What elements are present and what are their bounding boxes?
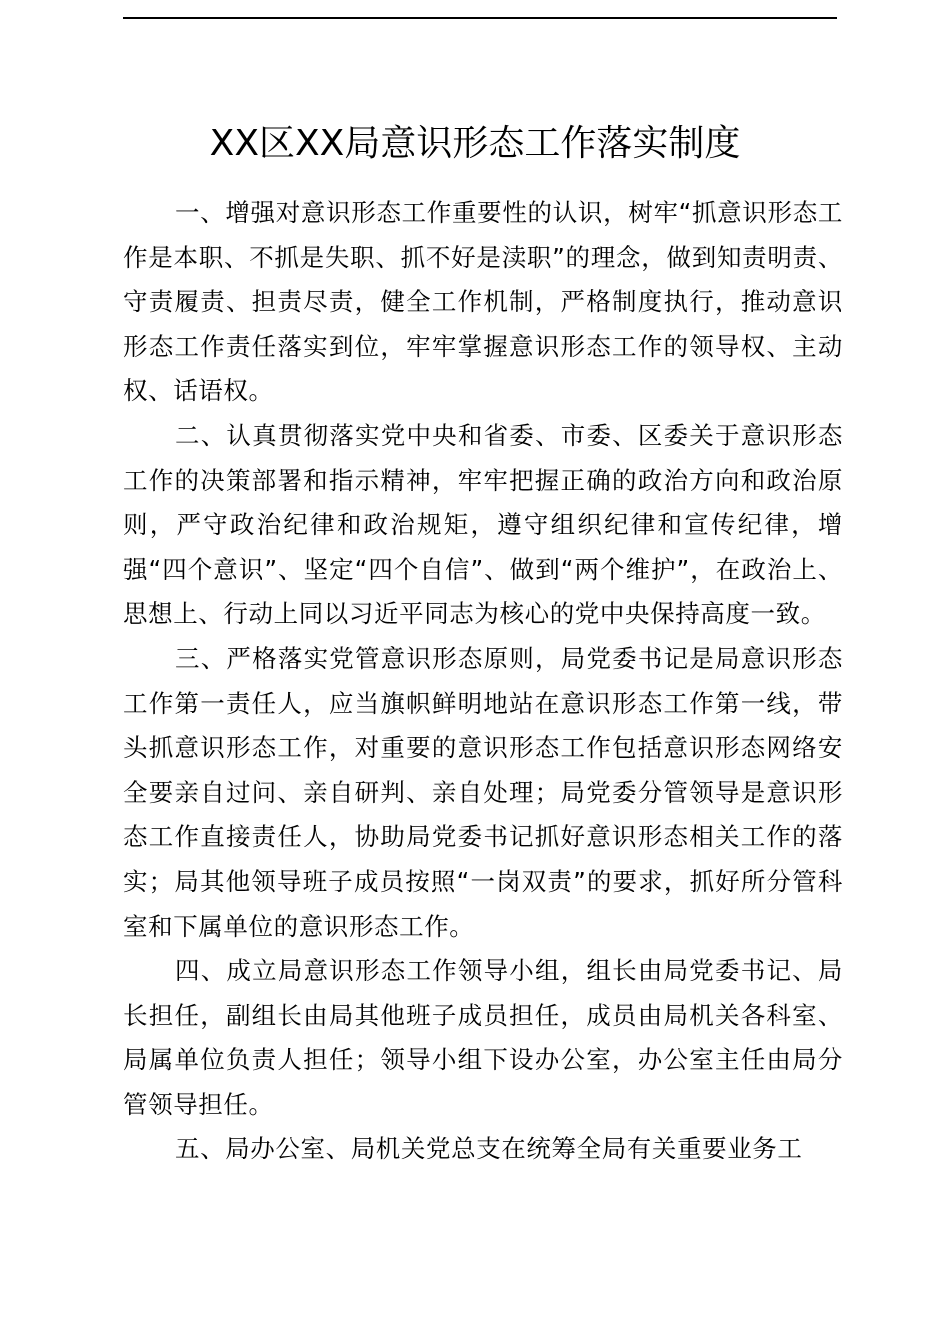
paragraph-4: 四、成立局意识形态工作领导小组，组长由局党委书记、局长担任，副组长由局其他班子成员担任，成员由局机关各科室、局属单位负责人担任；领导小组下设办公室，办公室主任由局分管领导担任。 [123, 956, 843, 1119]
paragraph-3: 三、严格落实党管意识形态原则，局党委书记是局意识形态工作第一责任人，应当旗帜鲜明地站在意识形态工作第一线，带头抓意识形态工作，对重要的意识形态工作包括意识形态网络安全要亲自过问、亲自研判、亲自处理；局党委分管领导是意识形态工作直接责任人，协助局党委书记抓好意识形态相关工作的落实；局其他领导班子成员按照“一岗双责”的要求，抓好所分管科室和下属单位的意识形态工作。 [123, 643, 843, 941]
document-body [123, 191, 843, 1172]
header-rule [123, 17, 837, 19]
paragraph-1: 一、增强对意识形态工作重要性的认识，树牢“抓意识形态工作是本职、不抓是失职、抓不好是渎职”的理念，做到知责明责、守责履责、担责尽责，健全工作机制，严格制度执行，推动意识形态工作责任落实到位，牢牢掌握意识形态工作的领导权、主动权、话语权。 [123, 198, 843, 406]
paragraph-5: 五、局办公室、局机关党总支在统筹全局有关重要业务工 [175, 1134, 803, 1164]
document-title: XX区XX局意识形态工作落实制度 [209, 123, 741, 164]
paragraph-2: 二、认真贯彻落实党中央和省委、市委、区委关于意识形态工作的决策部署和指示精神，牢牢把握正确的政治方向和政治原则，严守政治纪律和政治规矩，遵守组织纪律和宣传纪律，增强“四个意识”、坚定“四个自信”、做到“两个维护”，在政治上、思想上、行动上同以习近平同志为核心的党中央保持高度一致。 [123, 420, 843, 629]
